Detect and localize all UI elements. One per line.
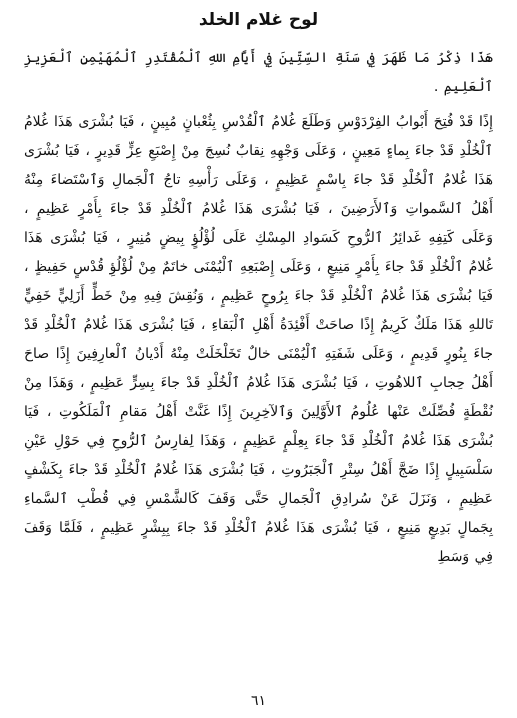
body-paragraph: إِذًا قَدْ فُتِحَ أَبْوابُ الفِرْدَوْسِ وَطَلَعَ غُلامُ ٱلْقُدْسِ بِثُعْبانٍ مُبِينٍ ، فَيَا بُشْرَى هَذَا غُلامُ ٱلْخُلْدِ قَدْ جاءَ بِماءٍ مَعِينٍ ، وَعَلَى وَجْهِهِ نِقابٌ نُسِجَ مِنْ إِصْبَعِ عِزٍّ قَدِيرٍ ، فَيَا بُشْرَى هَذَا غُلامُ ٱلْخُلْدِ قَدْ جاءَ بِاسْمٍ عَظِيمٍ ، وَعَلَى رَأْسِهِ تاجُ ٱلْجَمالِ وَٱسْتَضاءَ مِنْهُ أَهْلُ ٱلسَّمواتِ وَٱلأَرَضِينَ ، فَيَا بُشْرَى هَذَا غُلامُ ٱلْخُلْدِ قَدْ جاءَ بِأَمْرٍ عَظِيمٍ ، وَعَلَى كَتِفِهِ غَدائِرُ ٱلرُّوحِ كَسَوادِ المِسْكِ عَلَى لُؤْلُؤٍ بِيضٍ مُنِيرٍ ، فَيَا بُشْرَى هَذَا غُلامُ ٱلْخُلْدِ قَدْ جاءَ بِأَمْرٍ مَنِيعٍ ، وَعَلَى إِصْبَعِهِ ٱلْيُمْنَى خاتَمٌ مِنْ لُؤْلُؤِ قُدْسٍ حَفِيظٍ ، فَيَا بُشْرَى هَذَا غُلامُ ٱلْخُلْدِ قَدْ جاءَ بِرُوحٍ عَظِيمٍ ، وَنُقِشَ فِيهِ مِنْ خَطٍّ أَزَلِيٍّ خَفِيٍّ تَاللهِ هَذَا مَلَكٌ كَرِيمٌ إِذًا صاحَتْ أَفْئِدَةُ أَهْلِ ٱلْبَقاءِ ، فَيَا بُشْرَى هَذَا غُلامُ ٱلْخُلْدِ قَدْ جاءَ بِنُورٍ قَدِيمٍ ، وَعَلَى شَفَتِهِ ٱلْيُمْنَى خالٌ تَخَلْخَلَتْ مِنْهُ أَدْيانُ ٱلْعارِفِينَ إِذًا صاحَ أَهْلُ حِجابِ ٱللاهُوتِ ، فَيَا بُشْرَى هَذَا غُلامُ ٱلْخُلْدِ قَدْ جاءَ بِسِرٍّ عَظِيمٍ ، وَهَذَا مِنْ نُقْطَةٍ فُصِّلَتْ عَنْها عُلُومُ ٱلأَوَّلِينَ وَٱلآخِرِينَ إِذًا غَنَّتْ أَهْلُ مَقامِ ٱلْمَلَكُوتِ ، فَيَا بُشْرَى هَذَا غُلامُ ٱلْخُلْدِ قَدْ جاءَ بِعِلْمٍ عَظِيمٍ ، وَهَذَا لِفارِسُ ٱلرُّوحِ فِي حَوْلِ عَيْنِ سَلْسَبِيلٍ إِذًا ضَجَّ أَهْلُ سِتْرِ ٱلْجَبَرُوتِ ، فَيَا بُشْرَى هَذَا غُلامُ ٱلْخُلْدِ قَدْ جاءَ بِكَشْفٍ عَظِيمٍ ، وَنَزَلَ عَنْ سُرادِقِ ٱلْجَمالِ حَتَّى وَقَفَ كَالشَّمْسِ فِي قُطْبِ ٱلسَّماءِ بِجَمالٍ بَدِيعٍ مَنِيعٍ ، فَيَا بُشْرَى هَذَا غُلامُ ٱلْخُلْدِ قَدْ جاءَ بِبِشْرٍ عَظِيمٍ ، فَلَمَّا وَقَفَ فِي وَسَطِ — [24, 114, 493, 565]
intro-paragraph: هَذَا ذِكْرُ مَا ظَهَرَ فِي سَنَةِ السِّتِّينَ فِي أَيَّامِ اللهِ ٱلْمُقْتَدِرِ ٱلْمُهَيْمِنِ ٱلْعَزِيزِ ٱلْعَلِيمِ . — [24, 50, 493, 95]
page-number: ٦١ — [250, 693, 267, 709]
page-title: لوح غلام الخلد — [198, 10, 319, 30]
